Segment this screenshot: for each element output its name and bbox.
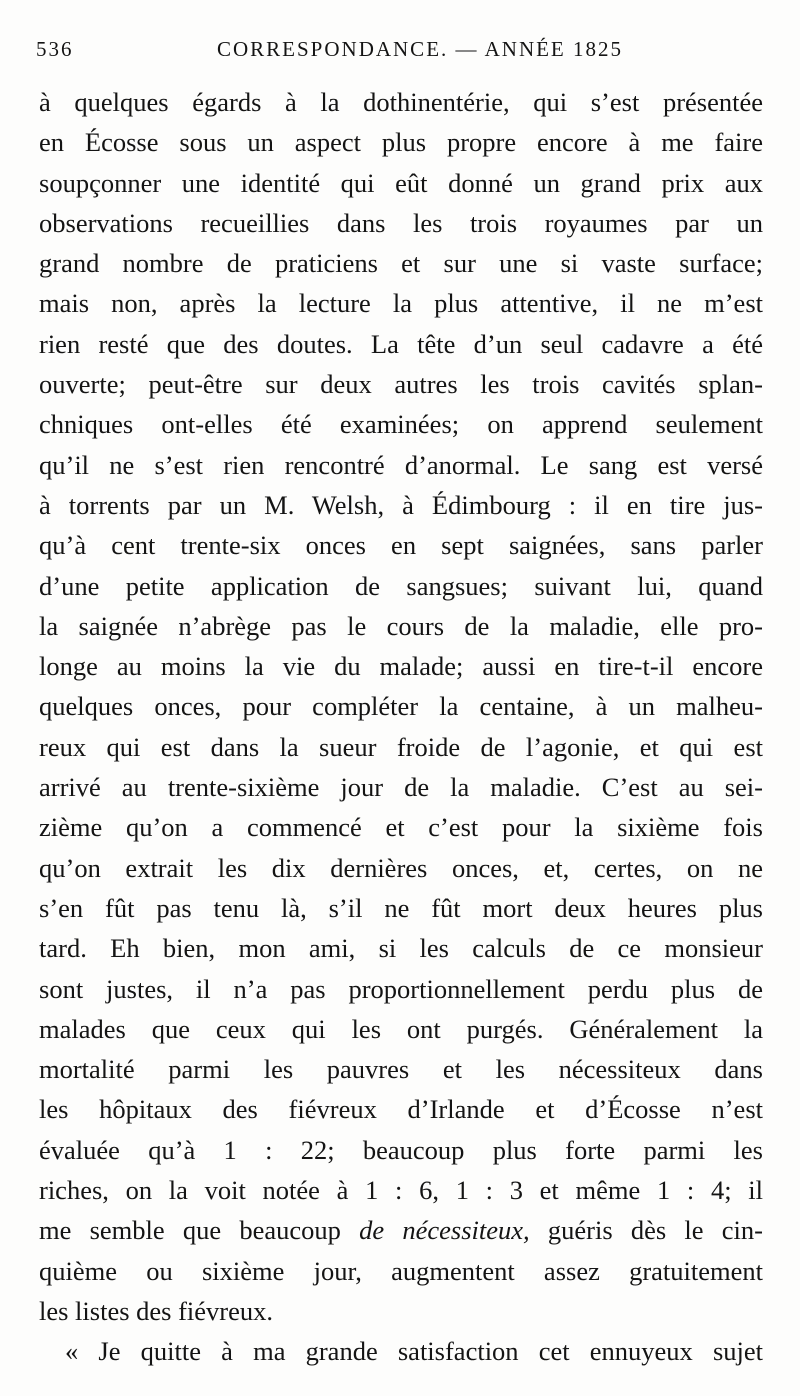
- paragraph-end-line: les listes des fiévreux.: [39, 1295, 274, 1326]
- text-line: évaluée qu’à 1 : 22; beaucoup plus forte parmi les: [39, 1134, 763, 1165]
- running-header: [36, 34, 764, 64]
- text-line: les hôpitaux des fiévreux d’Irlande et d’Écosse n’est: [39, 1094, 763, 1125]
- text-line: sont justes, il n’a pas proportionnellement perdu plus de: [39, 973, 763, 1004]
- text-line: mortalité parmi les pauvres et les nécessiteux dans: [39, 1054, 763, 1085]
- text-segment: guéris dès le cin-: [529, 1215, 763, 1246]
- text-line: à torrents par un M. Welsh, à Édimbourg : il en tire jus-: [39, 489, 763, 520]
- text-line: s’en fût pas tenu là, s’il ne fût mort deux heures plus: [39, 892, 763, 923]
- running-title: CORRESPONDANCE. — ANNÉE 1825: [216, 37, 624, 61]
- text-line: à quelques égards à la dothinentérie, qui s’est présentée: [39, 87, 763, 117]
- quote-opening-line: « Je quitte à ma grande satisfaction cet ennuyeux sujet: [65, 1336, 763, 1367]
- text-line: riches, on la voit notée à 1 : 6, 1 : 3 et même 1 : 4; il: [39, 1175, 763, 1206]
- text-line: mais non, après la lecture la plus attentive, il ne m’est: [39, 288, 763, 319]
- text-line: qu’à cent trente-six onces en sept saignées, sans parler: [39, 530, 763, 561]
- text-line: chniques ont-elles été examinées; on apprend seulement: [39, 409, 763, 440]
- text-line: qu’il ne s’est rien rencontré d’anormal. Le sang est versé: [39, 449, 763, 480]
- text-line: quième ou sixième jour, augmentent assez gratuitement: [39, 1255, 763, 1286]
- text-line: reux qui est dans la sueur froide de l’agonie, et qui est: [39, 731, 763, 762]
- text-segment: me semble que beaucoup: [39, 1215, 360, 1246]
- text-line: arrivé au trente-sixième jour de la maladie. C’est au sei-: [39, 772, 763, 803]
- text-line: la saignée n’abrège pas le cours de la maladie, elle pro-: [39, 610, 763, 641]
- text-line: ouverte; peut-être sur deux autres les trois cavités splan-: [39, 369, 763, 400]
- text-line: grand nombre de praticiens et sur une si vaste surface;: [39, 248, 763, 279]
- text-line: observations recueillies dans les trois royaumes par un: [39, 207, 763, 238]
- text-line: en Écosse sous un aspect plus propre encore à me faire: [39, 127, 763, 158]
- italic-phrase: de nécessiteux,: [359, 1215, 530, 1246]
- text-line: qu’on extrait les dix dernières onces, et, certes, on ne: [39, 852, 763, 883]
- text-line: rien resté que des doutes. La tête d’un seul cadavre a été: [39, 328, 763, 359]
- text-line: soupçonner une identité qui eût donné un grand prix aux: [39, 167, 763, 198]
- text-line: tard. Eh bien, mon ami, si les calculs de ce monsieur: [39, 933, 763, 964]
- text-line: zième qu’on a commencé et c’est pour la sixième fois: [39, 812, 763, 843]
- page-number: 536: [36, 37, 74, 61]
- body-text: [39, 82, 763, 1372]
- text-line: longe au moins la vie du malade; aussi en tire-t-il encore: [39, 651, 763, 682]
- text-line-with-italic: [39, 1210, 763, 1250]
- text-line: d’une petite application de sangsues; suivant lui, quand: [39, 570, 763, 601]
- text-line: quelques onces, pour compléter la centaine, à un malheu-: [39, 691, 763, 722]
- text-line: malades que ceux qui les ont purgés. Généralement la: [39, 1013, 763, 1044]
